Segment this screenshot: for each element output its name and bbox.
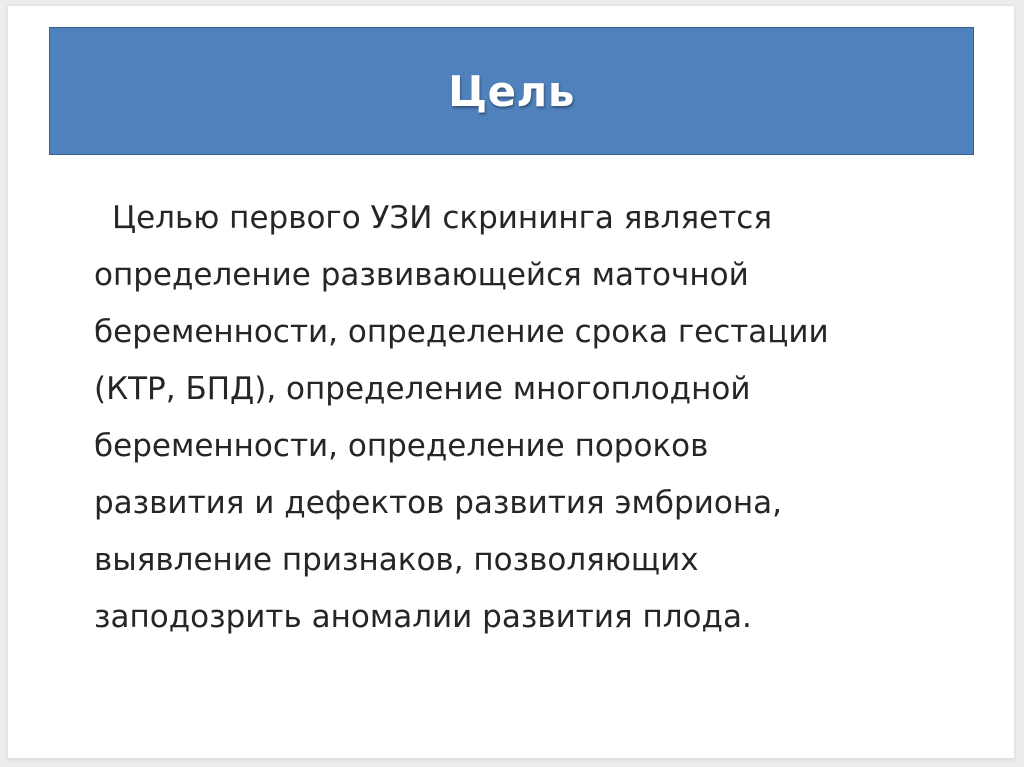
body-line: выявление признаков, позволяющих: [94, 542, 699, 578]
body-line: беременности, определение пороков: [94, 428, 709, 464]
body-line: беременности, определение срока гестации: [94, 314, 829, 350]
body-line: заподозрить аномалии развития плода.: [94, 599, 752, 635]
slide-body-text: [94, 190, 978, 646]
slide-title: Цель: [448, 66, 575, 116]
body-line: определение развивающейся маточной: [94, 257, 749, 293]
title-box: [49, 27, 974, 155]
body-line: Целью первого УЗИ скрининга является: [112, 200, 772, 236]
body-line: развития и дефектов развития эмбриона,: [94, 485, 782, 521]
body-line: (КТР, БПД), определение многоплодной: [94, 371, 751, 407]
slide: [8, 6, 1014, 758]
